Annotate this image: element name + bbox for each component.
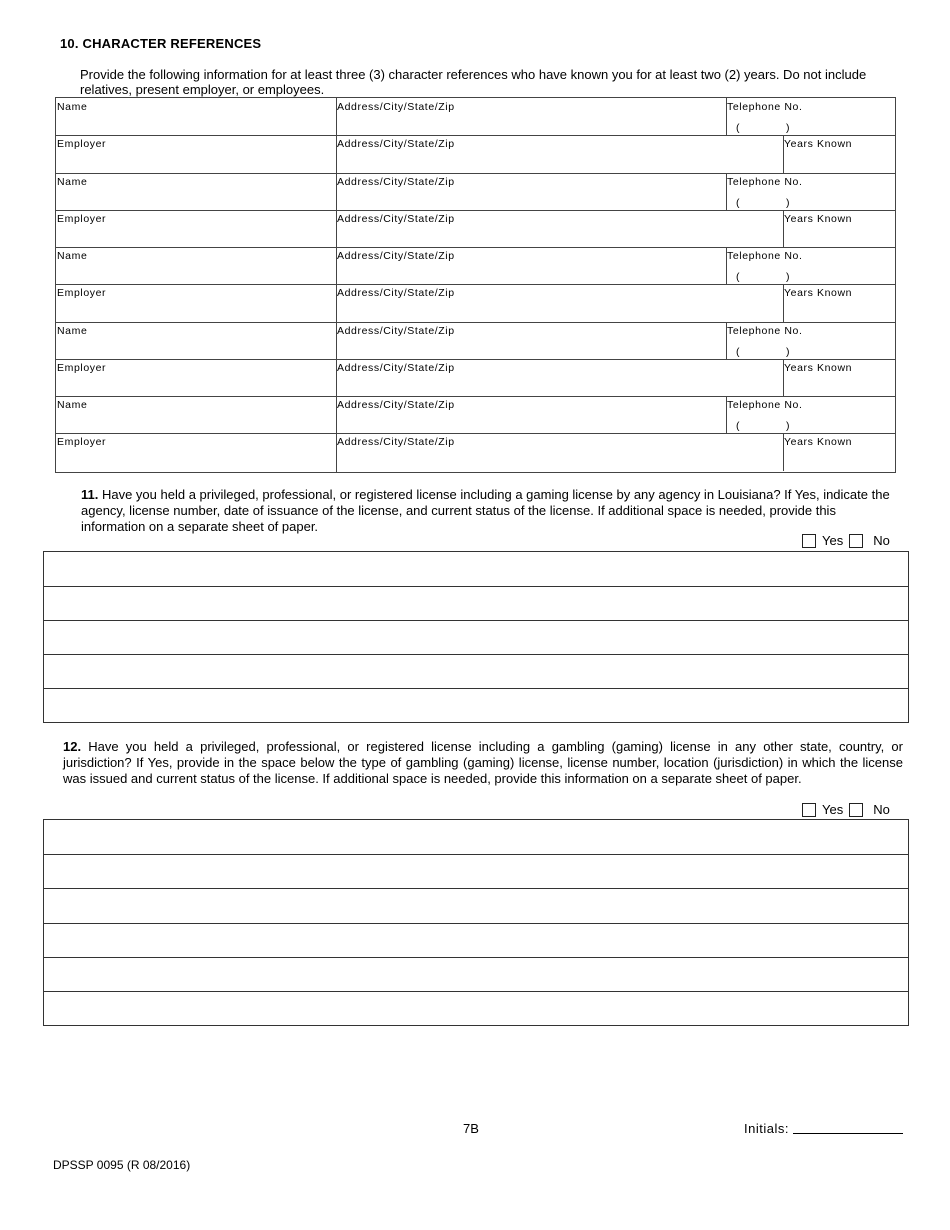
section-10-instructions: Provide the following information for at least three (3) character references who have known you for at least two (2) years. Do not include relatives, present employer, or employees. xyxy=(80,67,867,97)
reference-4-area-code-open: ( xyxy=(736,345,740,358)
question-11-number: 11. xyxy=(81,487,99,502)
section-10-title: 10. CHARACTER REFERENCES xyxy=(60,36,262,51)
reference-5-telephone-label: Telephone No. xyxy=(727,399,803,412)
initials-label: Initials: xyxy=(744,1121,789,1136)
reference-row-divider xyxy=(56,210,895,211)
reference-4-employer-label: Employer xyxy=(57,361,107,374)
reference-3-name-label: Name xyxy=(57,250,88,263)
reference-row-divider xyxy=(56,433,895,434)
reference-5-area-code-open: ( xyxy=(736,420,740,433)
reference-2-area-code-close: ) xyxy=(786,196,790,209)
reference-divider xyxy=(56,247,895,248)
question-11-answer-row[interactable] xyxy=(44,586,908,587)
initials-field xyxy=(744,1121,903,1136)
reference-5-area-code-close: ) xyxy=(786,420,790,433)
reference-row-divider xyxy=(56,359,895,360)
reference-4-name-label: Name xyxy=(57,324,88,337)
question-12-answer-row[interactable] xyxy=(44,923,908,924)
question-12 xyxy=(63,739,903,787)
page-number: 7B xyxy=(463,1121,479,1136)
reference-5-address-label: Address/City/State/Zip xyxy=(337,399,455,412)
reference-2-employer-address-label: Address/City/State/Zip xyxy=(337,212,455,225)
reference-1-telephone-label: Telephone No. xyxy=(727,101,803,113)
form-code: DPSSP 0095 (R 08/2016) xyxy=(53,1158,191,1172)
question-12-no-label: No xyxy=(873,802,890,817)
initials-input-line[interactable] xyxy=(793,1121,903,1134)
reference-5-employer-address-label: Address/City/State/Zip xyxy=(337,436,455,449)
reference-3-address-label: Address/City/State/Zip xyxy=(337,250,455,263)
reference-3-years-known-label: Years Known xyxy=(784,287,853,300)
reference-5-employer-label: Employer xyxy=(57,436,107,449)
question-11-text: Have you held a privileged, professional, or registered license including a gaming license by any agency in Louisiana? If Yes, indicate the agency, license number, date of issuance of the license, and current status of the license. If additional space is needed, provide this information on a separate sheet of paper. xyxy=(81,487,890,534)
reference-divider xyxy=(56,396,895,397)
question-11-answer-row[interactable] xyxy=(44,688,908,689)
question-12-no-checkbox[interactable] xyxy=(849,803,863,817)
question-11-answer-row[interactable] xyxy=(44,654,908,655)
reference-1-employer-address-label: Address/City/State/Zip xyxy=(337,138,455,150)
reference-5-name-label: Name xyxy=(57,399,88,412)
reference-4-telephone-label: Telephone No. xyxy=(727,324,803,337)
reference-divider xyxy=(56,322,895,323)
reference-3-area-code-close: ) xyxy=(786,271,790,284)
reference-2-name-label: Name xyxy=(57,175,88,188)
question-11-yes-label: Yes xyxy=(822,533,844,548)
reference-1-years-known-label: Years Known xyxy=(784,138,853,150)
question-11-yes-checkbox[interactable] xyxy=(802,534,816,548)
question-12-text: Have you held a privileged, professional, or registered license including a gambling (gaming) license in any other state, country, or jurisdiction? If Yes, provide in the space below the type of gambling (gaming) license, license number, location (jurisdiction) in which the license was issued and current status of the license. If additional space is needed, provide this information on a separate sheet of paper. xyxy=(63,739,903,786)
question-11-answer-area[interactable] xyxy=(43,551,909,723)
question-12-answer-row[interactable] xyxy=(44,888,908,889)
reference-4-employer-address-label: Address/City/State/Zip xyxy=(337,361,455,374)
question-12-yes-no xyxy=(802,802,896,817)
reference-1-area-code-close: ) xyxy=(786,122,790,134)
reference-2-employer-label: Employer xyxy=(57,212,107,225)
question-12-answer-row[interactable] xyxy=(44,991,908,992)
reference-4-years-known-label: Years Known xyxy=(784,361,853,374)
reference-2-years-known-label: Years Known xyxy=(784,212,853,225)
reference-5-years-known-label: Years Known xyxy=(784,436,853,449)
reference-1-employer-label: Employer xyxy=(57,138,107,150)
reference-4-area-code-close: ) xyxy=(786,345,790,358)
reference-1-area-code-open: ( xyxy=(736,122,740,134)
reference-3-telephone-label: Telephone No. xyxy=(727,250,803,263)
question-12-answer-row[interactable] xyxy=(44,957,908,958)
question-11 xyxy=(81,487,903,535)
reference-3-employer-label: Employer xyxy=(57,287,107,300)
reference-2-area-code-open: ( xyxy=(736,196,740,209)
character-references-table xyxy=(55,97,896,473)
reference-row-divider xyxy=(56,135,895,136)
reference-divider xyxy=(56,173,895,174)
question-12-yes-checkbox[interactable] xyxy=(802,803,816,817)
question-11-answer-row[interactable] xyxy=(44,620,908,621)
reference-row-divider xyxy=(56,284,895,285)
question-12-answer-row[interactable] xyxy=(44,854,908,855)
reference-4-address-label: Address/City/State/Zip xyxy=(337,324,455,337)
reference-1-address-label: Address/City/State/Zip xyxy=(337,101,455,113)
question-12-answer-area[interactable] xyxy=(43,819,909,1026)
question-12-yes-label: Yes xyxy=(822,802,844,817)
reference-3-area-code-open: ( xyxy=(736,271,740,284)
reference-2-telephone-label: Telephone No. xyxy=(727,175,803,188)
reference-1-name-label: Name xyxy=(57,101,88,113)
reference-2-address-label: Address/City/State/Zip xyxy=(337,175,455,188)
question-11-no-checkbox[interactable] xyxy=(849,534,863,548)
question-11-no-label: No xyxy=(873,533,890,548)
reference-3-employer-address-label: Address/City/State/Zip xyxy=(337,287,455,300)
question-11-yes-no xyxy=(802,533,896,548)
question-12-number: 12. xyxy=(63,739,82,754)
